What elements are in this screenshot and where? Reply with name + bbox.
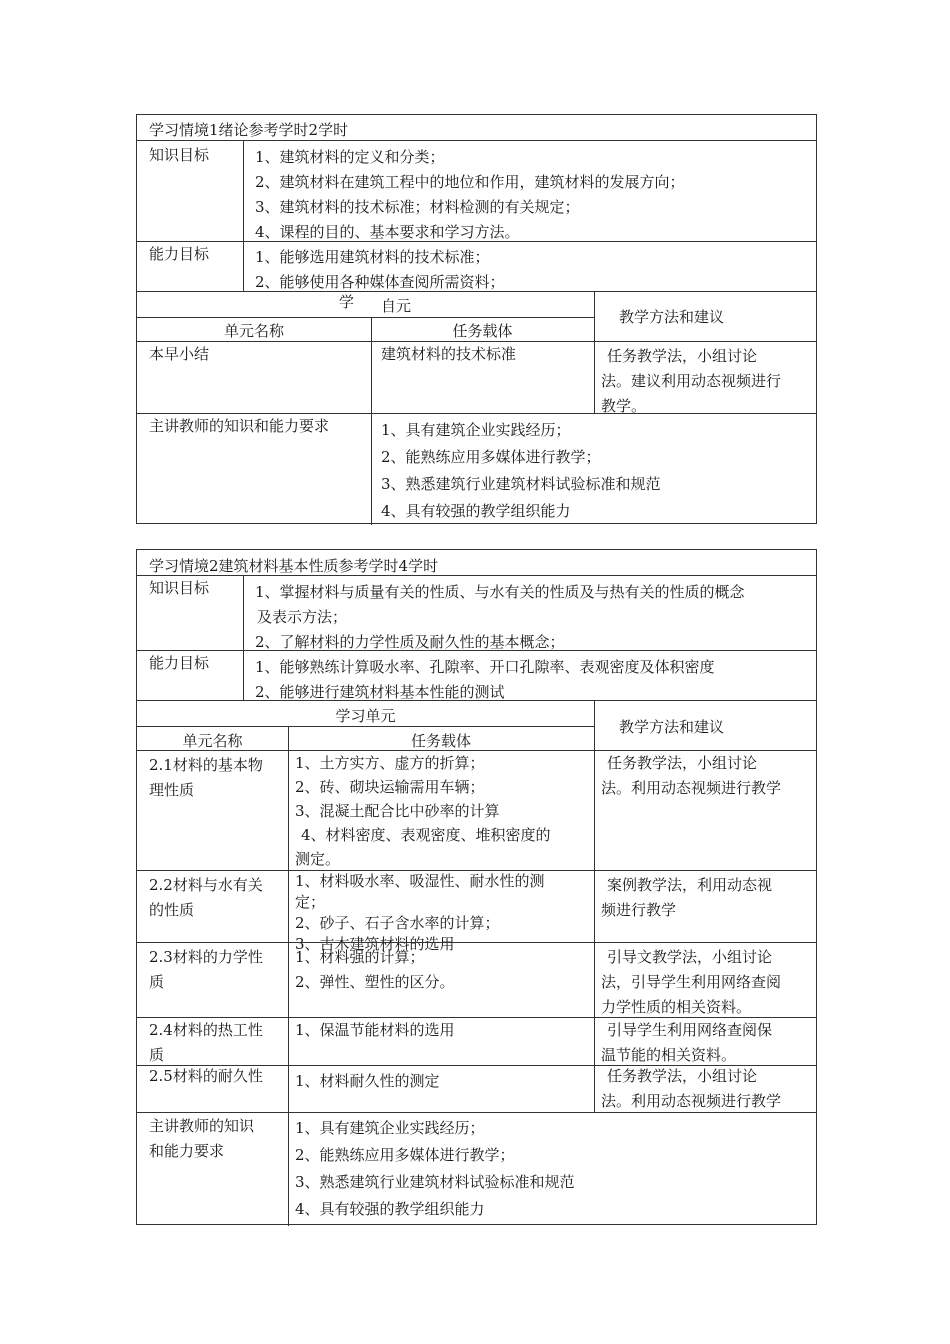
- section2-table: [136, 549, 817, 1225]
- section1-title: 学习情境1绪论参考学时2学时: [149, 121, 349, 139]
- unit-name: 2.1材料的基本物 理性质: [149, 756, 263, 799]
- section2-title: 学习情境2建筑材料基本性质参考学时4学时: [149, 557, 439, 575]
- unit-method: 引导学生利用网络查阅保 温节能的相关资料。: [601, 1021, 773, 1064]
- unit-tasks: 1、保温节能材料的选用: [295, 1021, 455, 1039]
- unit-method: 引导文教学法，小组讨论 法，引导学生利用网络查阅 力学性质的相关资料。: [601, 948, 782, 1016]
- section1-unit-header-a: 学: [339, 293, 355, 311]
- unit-name: 2.5材料的耐久性: [149, 1067, 263, 1085]
- section1-unit-row: [137, 341, 816, 414]
- section2-knowledge-label: 知识目标: [149, 579, 210, 597]
- section1-knowledge-row: [137, 140, 816, 242]
- section1-teacher-row: [137, 413, 816, 525]
- section1-table: [136, 114, 817, 524]
- unit-method: 任务教学法，小组讨论 法。利用动态视频进行教学: [601, 1067, 782, 1110]
- section1-unit-name: 本早小结: [149, 345, 210, 363]
- section1-knowledge-list: 1、建筑材料的定义和分类； 2、建筑材料在建筑工程中的地位和作用，建筑材料的发展方向； 3、建筑材料的技术标准；材料检测的有关规定； 4、课程的目的、基本要求和学习方法。: [255, 148, 685, 241]
- section2-ability-list: 1、能够熟练计算吸水率、孔隙率、开口孔隙率、表观密度及体积密度 2、能够进行建筑材料基本性能的测试: [255, 658, 715, 701]
- section2-task-header: 任务载体: [410, 732, 471, 750]
- section1-teacher-label: 主讲教师的知识和能力要求: [149, 417, 330, 435]
- section1-task-header: 任务载体: [452, 322, 513, 340]
- section2-ability-row: [137, 650, 816, 701]
- section2-method-header: 教学方法和建议: [619, 718, 725, 736]
- unit-tasks: 1、材料强的计算； 2、弹性、塑性的区分。: [295, 948, 455, 991]
- section2-ability-label: 能力目标: [149, 654, 210, 672]
- section1-ability-row: [137, 241, 816, 292]
- unit-tasks: 1、材料吸水率、吸湿性、耐水性的测 定； 2、砂子、石子含水率的计算； 3、古木建筑材料的选用: [295, 872, 545, 953]
- section1-unit-task: 建筑材料的技术标准: [381, 345, 517, 363]
- section2-teacher-row: [137, 1112, 816, 1226]
- section2-unit-row-2: [137, 870, 816, 953]
- section1-unit-header: [137, 291, 816, 342]
- section2-unit-header-label: 学习单元: [335, 707, 396, 725]
- unit-tasks: 1、材料耐久性的测定: [295, 1072, 440, 1090]
- section2-knowledge-row: [137, 575, 816, 651]
- section2-unit-row-5: [137, 1065, 816, 1113]
- section2-unit-name-header: 单元名称: [182, 732, 243, 750]
- section1-knowledge-label: 知识目标: [149, 146, 210, 164]
- section1-unit-method: 任务教学法，小组讨论 法。建议利用动态视频进行 教学。: [601, 347, 782, 415]
- section2-unit-row-4: [137, 1017, 816, 1066]
- section2-unit-row-1: [137, 750, 816, 871]
- section2-unit-row-3: [137, 942, 816, 1018]
- section1-unit-name-header: 单元名称: [223, 322, 284, 340]
- section1-unit-header-b: 自元: [381, 297, 412, 315]
- section2-unit-header: [137, 700, 816, 751]
- unit-method: 任务教学法，小组讨论 法。利用动态视频进行教学: [601, 754, 782, 797]
- section1-teacher-list: 1、具有建筑企业实践经历； 2、能熟练应用多媒体进行教学； 3、熟悉建筑行业建筑材料试验标准和规范 4、具有较强的教学组织能力: [381, 421, 661, 520]
- section2-knowledge-list: 1、掌握材料与质量有关的性质、与水有关的性质及与热有关的性质的概念 及表示方法； 2、了解材料的力学性质及耐久性的基本概念；: [255, 583, 745, 651]
- unit-name: 2.3材料的力学性 质: [149, 948, 263, 991]
- unit-name: 2.2材料与水有关 的性质: [149, 876, 263, 919]
- section1-ability-label: 能力目标: [149, 245, 210, 263]
- unit-method: 案例教学法，利用动态视 频进行教学: [601, 876, 773, 919]
- section2-teacher-list: 1、具有建筑企业实践经历； 2、能熟练应用多媒体进行教学； 3、熟悉建筑行业建筑材料试验标准和规范 4、具有较强的教学组织能力: [295, 1119, 575, 1218]
- section1-ability-list: 1、能够选用建筑材料的技术标准； 2、能够使用各种媒体查阅所需资料；: [255, 248, 505, 291]
- unit-tasks: 1、土方实方、虚方的折算； 2、砖、砌块运输需用车辆； 3、混凝土配合比中砂率的计算 4、材料密度、表观密度、堆积密度的 测定。: [295, 754, 551, 868]
- unit-name: 2.4材料的热工性 质: [149, 1021, 263, 1064]
- section1-method-header: 教学方法和建议: [619, 308, 725, 326]
- section2-teacher-label: 主讲教师的知识 和能力要求: [149, 1117, 255, 1160]
